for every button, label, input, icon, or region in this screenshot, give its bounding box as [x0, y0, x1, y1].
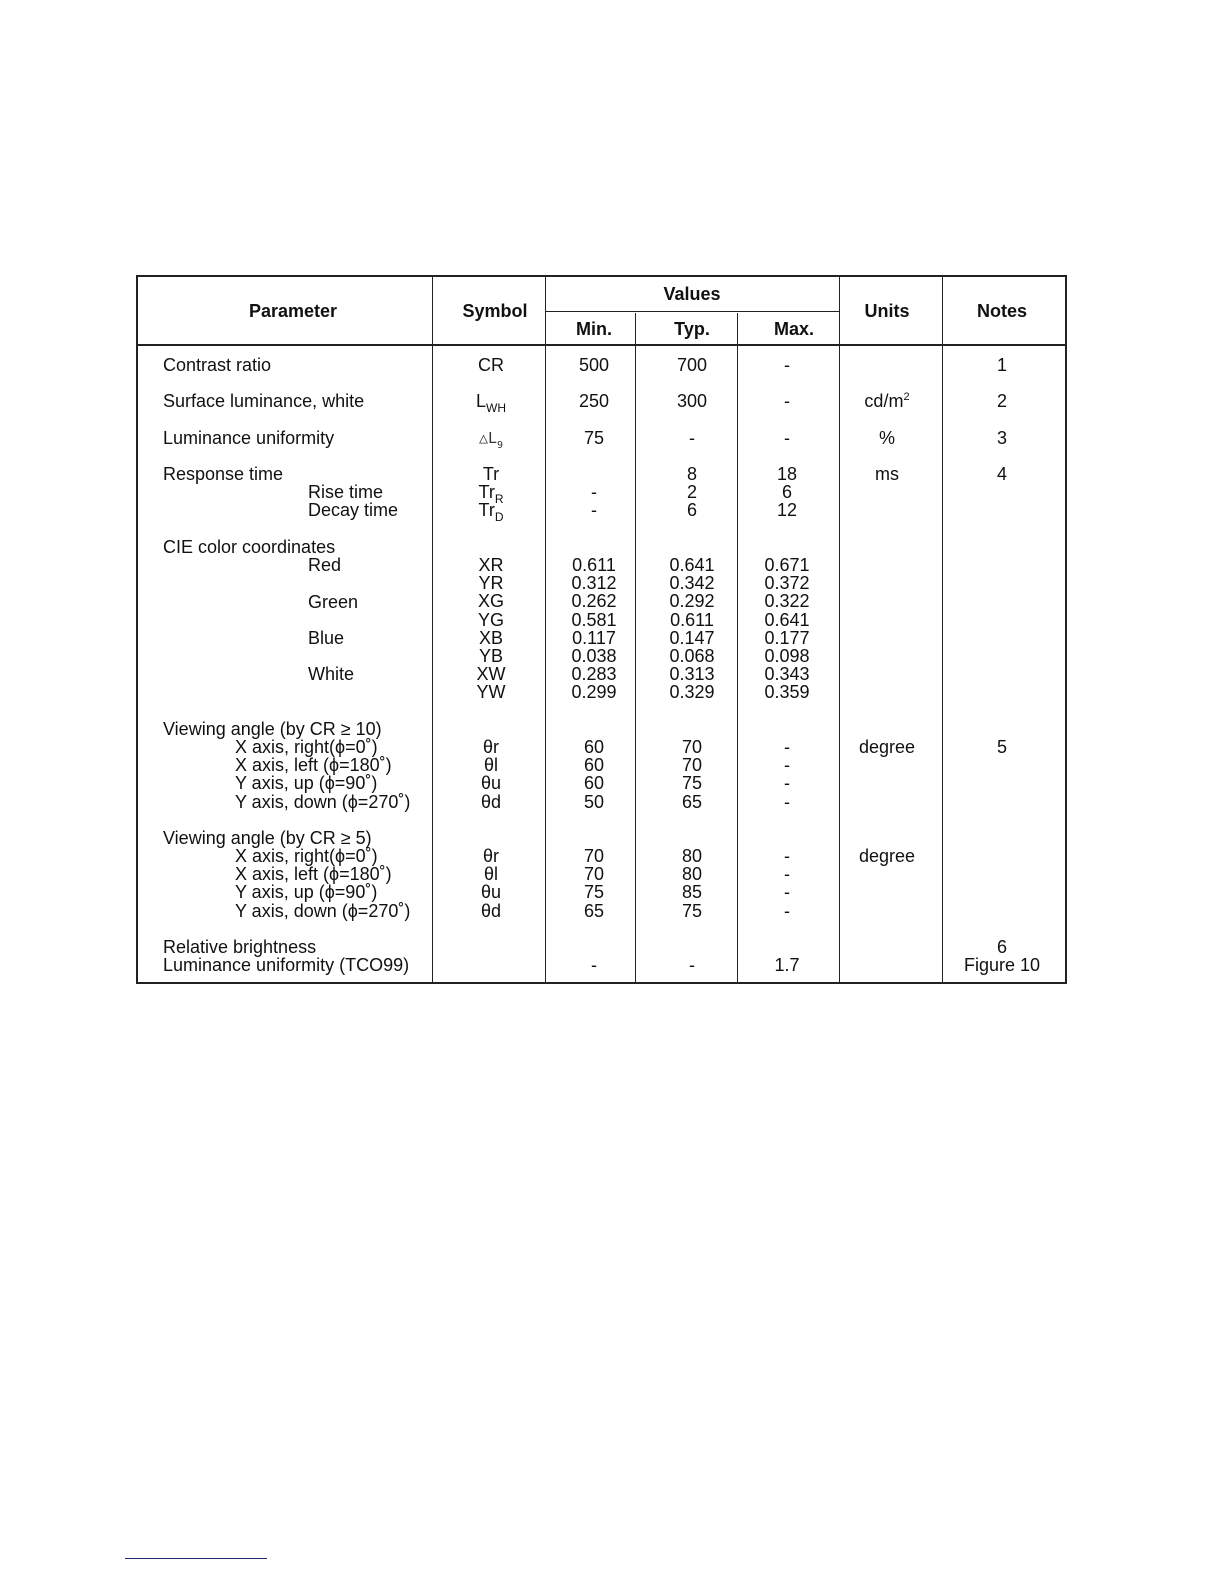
viewing10-units: degree	[858, 737, 916, 757]
uniformity-param: Luminance uniformity	[163, 428, 335, 448]
viewing10-symbol: θr	[482, 737, 499, 757]
brightness-param: Relative brightness	[163, 937, 317, 957]
decay-time-min: -	[591, 500, 597, 520]
cie-max: 0.322	[764, 591, 810, 612]
viewing10-max: -	[784, 737, 790, 757]
cie-min: 0.283	[571, 664, 617, 685]
viewing5-min: 65	[583, 900, 605, 921]
contrast-param: Contrast ratio	[163, 355, 272, 375]
contrast-symbol: CR	[478, 355, 504, 375]
viewing10-max: -	[784, 773, 790, 794]
viewing5-min: 70	[583, 864, 605, 885]
viewing10-min: 50	[583, 791, 605, 812]
brightness-note: 6	[996, 937, 1008, 957]
cie-title: CIE color coordinates	[163, 537, 336, 557]
cie-color-green: Green	[308, 592, 359, 612]
rise-time-max: 6	[781, 482, 793, 502]
luminance-note: 2	[996, 391, 1008, 411]
uniformity-typ: -	[689, 428, 695, 448]
cie-max: 0.177	[764, 627, 810, 648]
viewing5-min: 70	[583, 846, 605, 866]
col-divider	[942, 277, 943, 982]
viewing5-title: Viewing angle (by CR ≥ 5)	[163, 828, 372, 848]
viewing10-title: Viewing angle (by CR ≥ 10)	[163, 719, 382, 739]
luminance-typ: 300	[676, 391, 708, 411]
luminance-min: 250	[578, 391, 610, 411]
cie-typ: 0.068	[669, 645, 715, 666]
header-notes: Notes	[976, 301, 1028, 321]
brightness-max: 1.7	[774, 955, 800, 975]
viewing5-max-values	[784, 847, 790, 920]
col-divider	[545, 277, 546, 982]
viewing10-min: 60	[583, 755, 605, 776]
viewing10-typ: 65	[681, 791, 703, 812]
cie-symbol: XB	[478, 627, 503, 648]
viewing10-typ-values	[682, 738, 702, 811]
cie-color-white: White	[308, 664, 355, 684]
viewing10-symbol: θd	[480, 791, 502, 812]
header-min: Min.	[576, 319, 612, 339]
cie-typ: 0.342	[669, 573, 715, 594]
cie-typ: 0.147	[669, 627, 715, 648]
viewing5-max: -	[784, 864, 790, 885]
cie-min: 0.611	[572, 555, 616, 575]
decay-time-max: 12	[776, 500, 798, 520]
cie-symbol: YB	[478, 645, 503, 666]
luminance-units: $cd/m^2$	[864, 391, 910, 411]
cie-min: 0.581	[571, 609, 617, 630]
luminance-param: Surface luminance, white	[163, 391, 365, 411]
cie-symbol: YG	[477, 609, 504, 630]
viewing5-typ: 80	[681, 846, 703, 866]
viewing10-typ: 70	[681, 737, 703, 757]
col-divider	[839, 277, 840, 982]
header-symbol: Symbol	[462, 301, 528, 321]
viewing5-typ: 85	[681, 882, 703, 903]
viewing5-axis: X axis, left (ϕ=180˚)	[235, 864, 392, 885]
decay-time-param: Decay time	[308, 500, 399, 520]
viewing5-axis: X axis, right(ϕ=0˚)	[235, 846, 378, 866]
uniformity-min: 75	[583, 428, 605, 448]
col-divider	[432, 277, 433, 982]
cie-typ: 0.641	[669, 555, 715, 575]
cie-typ: 0.292	[669, 591, 715, 612]
viewing5-axis: Y axis, down (ϕ=270˚)	[235, 900, 411, 921]
response-symbol: Tr	[482, 464, 500, 484]
uniformity-max: -	[784, 428, 790, 448]
cie-max-values	[764, 556, 809, 702]
viewing5-min-values	[584, 847, 604, 920]
viewing10-symbol: θl	[483, 755, 498, 776]
viewing5-symbol: θr	[482, 846, 499, 866]
brightness-min: -	[591, 955, 597, 975]
viewing10-axis: Y axis, down (ϕ=270˚)	[235, 791, 411, 812]
response-note: 4	[996, 464, 1008, 484]
rise-time-min: -	[591, 482, 597, 502]
header-values: Values	[663, 284, 721, 304]
viewing10-symbols	[481, 738, 501, 811]
cie-max: 0.359	[764, 682, 810, 703]
cie-min: 0.262	[571, 591, 617, 612]
footnote-separator	[125, 1558, 267, 1559]
viewing10-min: 60	[583, 737, 605, 757]
tco99-uniformity-param: Luminance uniformity (TCO99)	[163, 955, 410, 975]
cie-color-red: Red	[308, 555, 342, 575]
uniformity-units: %	[878, 428, 896, 448]
viewing10-max-values	[784, 738, 790, 811]
response-max: 18	[776, 464, 798, 484]
viewing10-typ: 70	[681, 755, 703, 776]
rise-time-symbol: $Tr_R$	[478, 482, 504, 506]
decay-time-typ: 6	[686, 500, 698, 520]
viewing10-min: 60	[583, 773, 605, 794]
header-parameter: Parameter	[248, 301, 338, 321]
cie-max: 0.641	[764, 609, 810, 630]
header-rule	[138, 344, 1065, 346]
header-units: Units	[864, 301, 910, 321]
viewing5-min: 75	[583, 882, 605, 903]
cie-typ: 0.329	[669, 682, 715, 703]
viewing10-axis: X axis, left (ϕ=180˚)	[235, 755, 392, 776]
brightness-figure-ref: Figure 10	[963, 955, 1041, 975]
cie-symbol: XW	[476, 664, 506, 685]
viewing10-note: 5	[996, 737, 1008, 757]
viewing10-axes	[235, 738, 410, 811]
cie-max: 0.343	[764, 664, 810, 685]
cie-min-values	[571, 556, 616, 702]
luminance-max: -	[784, 391, 790, 411]
uniformity-note: 3	[996, 428, 1008, 448]
viewing5-axes	[235, 847, 410, 920]
viewing5-typ: 80	[681, 864, 703, 885]
viewing10-max: -	[784, 791, 790, 812]
viewing5-symbol: θl	[483, 864, 498, 885]
contrast-max: -	[784, 355, 790, 375]
viewing10-typ: 75	[681, 773, 703, 794]
cie-max: 0.098	[764, 645, 810, 666]
viewing10-axis: X axis, right(ϕ=0˚)	[235, 737, 378, 757]
cie-typ-values	[669, 556, 714, 702]
cie-min: 0.117	[572, 627, 616, 648]
cie-color-blue: Blue	[308, 628, 345, 648]
response-param: Response time	[163, 464, 284, 484]
cie-min: 0.299	[571, 682, 617, 703]
viewing10-max: -	[784, 755, 790, 776]
cie-symbol: YR	[478, 573, 504, 594]
brightness-typ: -	[689, 955, 695, 975]
contrast-min: 500	[578, 355, 610, 375]
viewing5-symbol: θd	[480, 900, 502, 921]
uniformity-symbol: $\triangle L_9$	[478, 429, 504, 451]
specification-table	[136, 275, 1067, 984]
viewing10-symbol: θu	[480, 773, 502, 794]
viewing5-max: -	[784, 846, 790, 866]
col-divider	[737, 313, 738, 982]
header-typ: Typ.	[674, 319, 710, 339]
cie-typ: 0.611	[670, 609, 714, 630]
viewing5-max: -	[784, 900, 790, 921]
viewing5-max: -	[784, 882, 790, 903]
viewing10-min-values	[584, 738, 604, 811]
decay-time-symbol: $Tr_D$	[478, 500, 504, 524]
viewing5-symbol: θu	[480, 882, 502, 903]
col-divider	[635, 313, 636, 982]
rise-time-typ: 2	[686, 482, 698, 502]
viewing5-units: degree	[858, 846, 916, 866]
response-typ: 8	[686, 464, 698, 484]
cie-symbol: YW	[476, 682, 506, 703]
rise-time-param: Rise time	[308, 482, 384, 502]
cie-max: 0.671	[764, 555, 810, 575]
viewing10-axis: Y axis, up (ϕ=90˚)	[235, 773, 378, 794]
header-max: Max.	[773, 319, 815, 339]
viewing5-typ: 75	[681, 900, 703, 921]
response-units: ms	[875, 464, 899, 484]
cie-min: 0.312	[571, 573, 617, 594]
cie-symbols	[477, 556, 506, 702]
cie-symbol: XR	[478, 555, 504, 575]
cie-typ: 0.313	[669, 664, 715, 685]
viewing5-typ-values	[682, 847, 702, 920]
contrast-note: 1	[996, 355, 1008, 375]
viewing5-axis: Y axis, up (ϕ=90˚)	[235, 882, 378, 903]
cie-symbol: XG	[477, 591, 504, 612]
luminance-symbol: $L_{WH}$	[475, 391, 507, 415]
values-rule	[545, 311, 839, 312]
contrast-typ: 700	[676, 355, 708, 375]
viewing5-symbols	[481, 847, 501, 920]
cie-min: 0.038	[571, 645, 617, 666]
cie-max: 0.372	[764, 573, 810, 594]
